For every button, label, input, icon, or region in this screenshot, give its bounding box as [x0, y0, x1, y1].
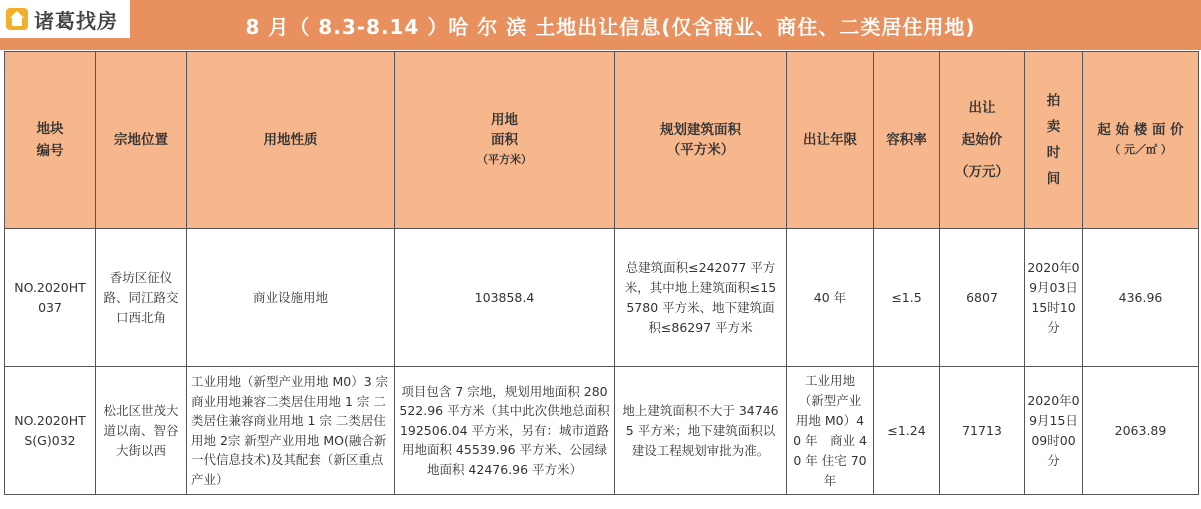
- header-price: [940, 52, 1025, 229]
- price-cell: 71713: [940, 367, 1025, 495]
- header-area-line2: 面积: [491, 132, 518, 148]
- floor-price-cell: 2063.89: [1083, 367, 1199, 495]
- build-area-cell: 总建筑面积≤242077 平方米，其中地上建筑面积≤155780 平方米、地下建筑面积≤86297 平方米: [615, 229, 787, 367]
- header-price-line1: 出让: [968, 100, 996, 116]
- logo-text: 诸葛找房: [34, 8, 118, 33]
- far-cell: ≤1.24: [874, 367, 940, 495]
- header-area: [395, 52, 615, 229]
- far-cell: ≤1.5: [874, 229, 940, 367]
- header-floor-price-unit: （ 元／㎡ ）: [1109, 143, 1172, 156]
- header-far: 容积率: [874, 52, 940, 229]
- term-cell: 工业用地（新型产业用地 M0）40 年 商业 40 年 住宅 70 年: [787, 367, 874, 495]
- location-cell: 香坊区征仪路、同江路交口西北角: [96, 229, 187, 367]
- term-cell: 40 年: [787, 229, 874, 367]
- header-location: 宗地位置: [96, 52, 187, 229]
- header-build-area-unit: （平方米）: [666, 142, 735, 158]
- header-price-unit: （万元）: [955, 164, 1009, 180]
- plot-no-cell: NO.2020HT037: [5, 229, 96, 367]
- nature-cell: 商业设施用地: [187, 229, 395, 367]
- page-title: 8 月（ 8.3-8.14 ）哈 尔 滨 土地出让信息(仅含商业、商住、二类居住用地): [245, 14, 976, 39]
- land-transfer-table: [4, 51, 1199, 495]
- header-plot-no: 地块编号: [5, 52, 96, 229]
- auction-time-cell: 2020年09月15日09时00分: [1025, 367, 1083, 495]
- header-floor-price: [1083, 52, 1199, 229]
- price-cell: 6807: [940, 229, 1025, 367]
- table-row: [5, 229, 1199, 367]
- nature-cell: 工业用地（新型产业用地 M0）3 宗 商业用地兼容二类居住用地 1 宗 二类居住兼容商业用地 1 宗 二类居住用地 2宗 新型产业用地 MO(融合新一代信息技术)及其配套（新区重点产业）: [187, 367, 395, 495]
- area-cell: 项目包含 7 宗地，规划用地面积 280522.96 平方米（其中此次供地总面积 192506.04 平方米，另有：城市道路用地面积 45539.96 平方米、公园绿地面积 42476.96 平方米）: [395, 367, 615, 495]
- floor-price-cell: 436.96: [1083, 229, 1199, 367]
- plot-no-cell: NO.2020HTS(G)032: [5, 367, 96, 495]
- header-price-line2: 起始价: [961, 132, 1003, 148]
- auction-time-cell: 2020年09月03日15时10分: [1025, 229, 1083, 367]
- header-area-unit: （平方米）: [477, 153, 532, 166]
- header-floor-price-label: 起 始 楼 面 价: [1097, 122, 1184, 138]
- header-term: 出让年限: [787, 52, 874, 229]
- header-build-area: [615, 52, 787, 229]
- header-nature: 用地性质: [187, 52, 395, 229]
- title-bar: [0, 0, 1201, 51]
- location-cell: 松北区世茂大道以南、智谷大街以西: [96, 367, 187, 495]
- build-area-cell: 地上建筑面积不大于 347465 平方米；地下建筑面积以建设工程规划审批为准。: [615, 367, 787, 495]
- house-icon: [6, 8, 28, 30]
- area-cell: 103858.4: [395, 229, 615, 367]
- header-area-line1: 用地: [491, 112, 518, 128]
- header-row: [5, 52, 1199, 229]
- header-build-area-label: 规划建筑面积: [660, 122, 741, 138]
- header-auction-time: 拍卖时间: [1025, 52, 1083, 229]
- table-row: [5, 367, 1199, 495]
- brand-logo: [0, 0, 130, 38]
